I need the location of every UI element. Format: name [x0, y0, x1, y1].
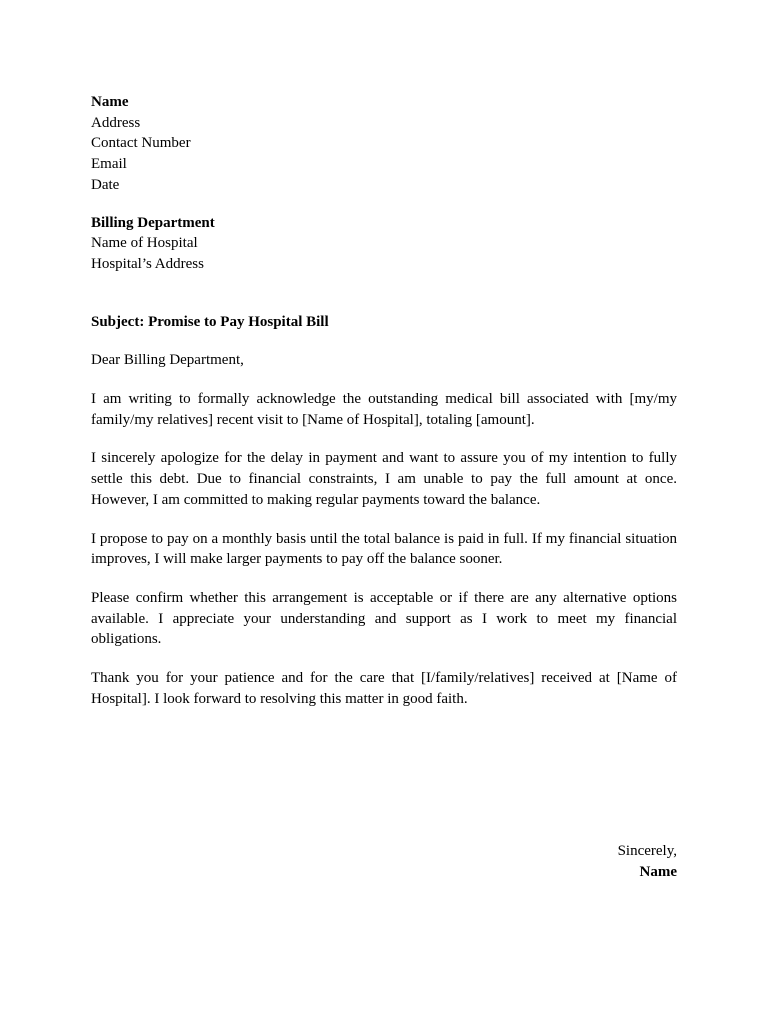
- sender-block: [91, 92, 677, 196]
- signature-name: Name: [639, 863, 677, 880]
- recipient-hospital-address: Hospital’s Address: [91, 255, 204, 272]
- valediction: Sincerely,: [617, 843, 677, 859]
- paragraph-confirmation-request: Please confirm whether this arrangement is acceptable or if there are any alternative options available. I appreciate your understanding and support as I work to meet my financial obligations.: [91, 589, 677, 648]
- closing-block: [618, 841, 677, 882]
- paragraph-proposal: I propose to pay on a monthly basis until the total balance is paid in full. If my financial situation improves, I will make larger payments to pay off the balance sooner.: [91, 530, 677, 568]
- letter-date: Date: [91, 176, 120, 193]
- recipient-department: Billing Department: [91, 214, 215, 231]
- sender-contact-number: Contact Number: [91, 135, 191, 152]
- paragraph-thanks: Thank you for your patience and for the care that [I/family/relatives] received at [Name of Hospital]. I look forward to resolving this matter in good faith.: [91, 670, 677, 707]
- paragraph-apology: I sincerely apologize for the delay in payment and want to assure you of my intention to fully settle this debt. Due to financial constraints, I am unable to pay the full amount at once. However, I am committed to making regular payments toward the balance.: [91, 450, 677, 508]
- salutation: Dear Billing Department,: [91, 352, 244, 369]
- sender-email: Email: [91, 156, 127, 173]
- sender-address: Address: [91, 114, 141, 131]
- sender-name: Name: [91, 94, 129, 110]
- subject-line: Subject: Promise to Pay Hospital Bill: [91, 313, 329, 330]
- recipient-block: [91, 213, 677, 275]
- paragraph-acknowledgement: I am writing to formally acknowledge the outstanding medical bill associated with [my/my family/my relatives] recent visit to [Name of Hospital], totaling [amount].: [91, 391, 677, 428]
- letter-body: [91, 92, 677, 709]
- recipient-hospital-name: Name of Hospital: [91, 235, 198, 252]
